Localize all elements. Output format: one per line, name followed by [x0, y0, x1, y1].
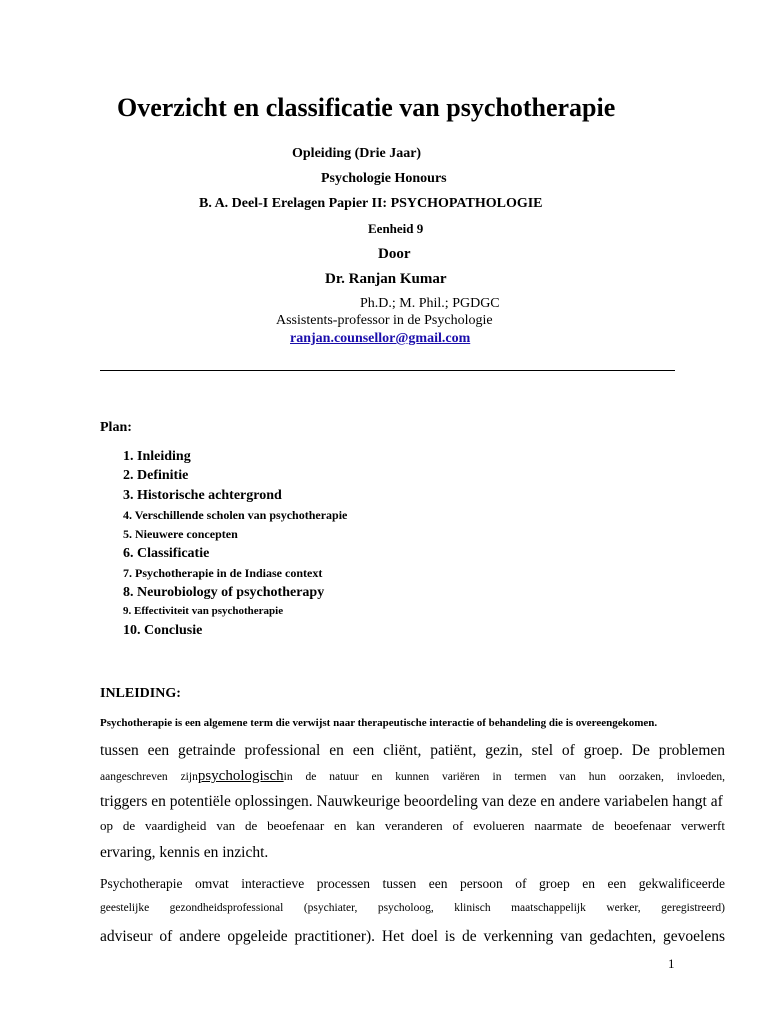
plan-item: 6. Classificatie — [123, 546, 210, 561]
author-name: Dr. Ranjan Kumar — [325, 271, 447, 287]
author-email-link[interactable]: ranjan.counsellor@gmail.com — [290, 331, 471, 346]
plan-item: 10. Conclusie — [123, 623, 203, 638]
plan-item: 8. Neurobiology of psychotherapy — [123, 585, 325, 600]
by-line: Door — [378, 246, 411, 262]
plan-item: 2. Definitie — [123, 468, 189, 483]
plan-heading: Plan: — [100, 420, 132, 435]
plan-item: 3. Historische achtergrond — [123, 488, 282, 503]
intro-text-line — [100, 768, 725, 785]
page-number: 1 — [668, 956, 675, 971]
intro-text-line: ervaring, kennis en inzicht. — [100, 844, 269, 861]
intro-text-line: triggers en potentiële oplossingen. Nauwkeurige beoordeling van deze en andere variabelen hangt af — [100, 793, 723, 810]
plan-item: 1. Inleiding — [123, 449, 191, 464]
intro-text-fragment: in de natuur en kunnen variëren in termen van hun oorzaken, invloeden, — [283, 771, 725, 783]
plan-item: 7. Psychotherapie in de Indiase context — [123, 566, 323, 580]
intro-text-line: adviseur of andere opgeleide practitioner). Het doel is de verkenning van gedachten, gevoelens — [100, 928, 725, 945]
plan-item: 4. Verschillende scholen van psychotherapie — [123, 508, 348, 522]
intro-text-line: tussen een getrainde professional en een cliënt, patiënt, gezin, stel of groep. De problemen — [100, 742, 725, 759]
intro-text-line: geestelijke gezondheidsprofessional (psychiater, psycholoog, klinisch maatschappelijk werker, geregistreerd) — [100, 902, 725, 914]
plan-item: 9. Effectiviteit van psychotherapie — [123, 605, 284, 617]
intro-text-line: Psychotherapie omvat interactieve processen tussen een persoon of groep en een gekwalificeerde — [100, 876, 725, 891]
intro-heading: INLEIDING: — [100, 686, 181, 701]
document-title: Overzicht en classificatie van psychotherapie — [117, 93, 616, 122]
intro-text-line: op de vaardigheid van de beoefenaar en kan veranderen of evolueren naarmate de beoefenaar verwerft — [100, 818, 725, 833]
author-degrees: Ph.D.; M. Phil.; PGDGC — [360, 296, 500, 311]
intro-lead: Psychotherapie is een algemene term die verwijst naar therapeutische interactie of behandeling die is overeengekomen. — [100, 717, 658, 729]
course-line: Psychologie Honours — [321, 171, 447, 186]
paper-line: B. A. Deel-I Erelagen Papier II: PSYCHOPATHOLOGIE — [199, 196, 543, 211]
psychologisch-term: psychologisch — [197, 768, 284, 784]
divider-line — [100, 370, 675, 371]
program-line: Opleiding (Drie Jaar) — [292, 146, 422, 161]
intro-text-fragment: aangeschreven zijn — [100, 771, 198, 783]
unit-line: Eenheid 9 — [368, 221, 424, 236]
author-position: Assistents-professor in de Psychologie — [276, 313, 493, 328]
plan-item: 5. Nieuwere concepten — [123, 527, 238, 541]
